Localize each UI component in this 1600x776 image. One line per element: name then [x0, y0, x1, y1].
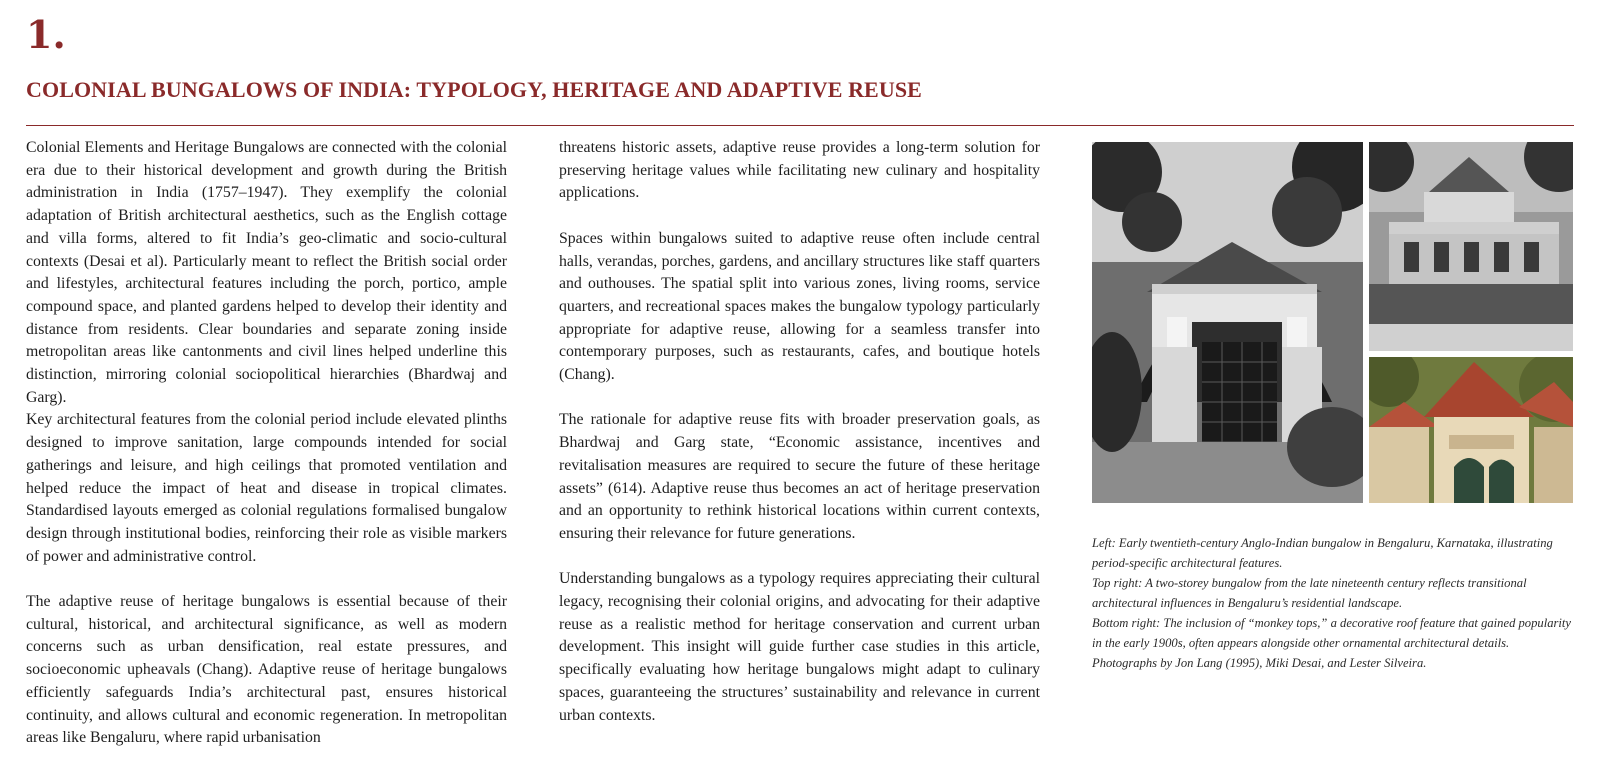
paragraph: The rationale for adaptive reuse fits with broader preservation goals, as Bhardwaj and Garg state, “Economic assistance, incentives and revitalisation measures are required to secure the future of these heritage assets” (614). Adaptive reuse thus becomes an act of heritage preservation and an opportunity to rethink historical locations within current contexts, ensuring their relevance for future generations. [559, 411, 1040, 542]
paragraph: Understanding bungalows as a typology requires appreciating their cultural legacy, recognising their colonial origins, and advocating for their adaptive reuse as a realistic method for heritage conservation and current urban development. This insight will guide further case studies in this article, specifically evaluating how heritage bungalows might adapt to culinary spaces, guaranteeing the structures’ sustainability and relevance in current urban contexts. [559, 570, 1040, 724]
paragraph: Spaces within bungalows suited to adaptive reuse often include central halls, verandas, porches, gardens, and ancillary structures like staff quarters and outhouses. The spatial split into various zones, living rooms, service quarters, and recreational spaces makes the bungalow typology particularly appropriate for adaptive reuse, allowing for a seamless transfer into contemporary purposes, such as restaurants, cafes, and boutique hotels (Chang). [559, 229, 1040, 384]
photo-collage [1092, 142, 1573, 503]
photo-left-bungalow-gate [1092, 142, 1363, 503]
paragraph: The adaptive reuse of heritage bungalows is essential because of their cultural, historical, and architectural significance, as well as modern concerns such as urban densification, real estate pressures, and socioeconomic upheavals (Chang). Adaptive reuse of heritage bungalows efficiently safeguards India’s architectural past, ensures historical continuity, and allows cultural and economic regeneration. In metropolitan areas like Bengaluru, where rapid urbanisation [26, 593, 507, 747]
caption-line: Top right: A two-storey bungalow from the late nineteenth century reflects transitional architectural influences in Bengaluru’s residential landscape. [1092, 576, 1527, 610]
body-column-left [26, 137, 507, 750]
paragraph: threatens historic assets, adaptive reuse provides a long-term solution for preserving heritage values while facilitating new culinary and hospitality applications. [559, 139, 1040, 202]
body-column-middle [559, 137, 1040, 727]
caption-line: Photographs by Jon Lang (1995), Miki Desai, and Lester Silveira. [1092, 656, 1427, 670]
title-divider [26, 125, 1574, 126]
page-title: COLONIAL BUNGALOWS OF INDIA: TYPOLOGY, HERITAGE AND ADAPTIVE REUSE [26, 77, 922, 102]
caption-line: Bottom right: The inclusion of “monkey tops,” a decorative roof feature that gained popularity in the early 1900s, often appears alongside other ornamental architectural details. [1092, 616, 1571, 650]
paragraph: Key architectural features from the colonial period include elevated plinths designed to improve sanitation, large compounds intended for social gatherings and leisure, and high ceilings that promoted ventilation and helped reduce the impact of heat and disease in tropical climates. Standardised layouts emerged as colonial regulations formalised bungalow design through institutional bodies, reinforcing their role as visible markers of power and administrative control. [26, 411, 507, 565]
figure-caption [1092, 533, 1574, 673]
chapter-number: 1. [26, 12, 66, 57]
caption-line: Left: Early twentieth-century Anglo-Indian bungalow in Bengaluru, Karnataka, illustrating period-specific architectural features. [1092, 536, 1553, 570]
photo-bottom-right-monkey-top [1369, 357, 1573, 503]
paragraph: Colonial Elements and Heritage Bungalows are connected with the colonial era due to their historical development and growth during the British administration in India (1757–1947). They exemplify the colonial adaptation of British architectural aesthetics, such as the English cottage and villa forms, altered to fit India’s geo-climatic and socio-cultural contexts (Desai et al). Particularly meant to reflect the British social order and lifestyles, architectural features including the porch, portico, ample compound space, and planted gardens helped to develop their identity and distance from residents. Clear boundaries and separate zoning inside metropolitan areas like cantonments and civil lines helped underline this distinction, mirroring colonial sociopolitical hierarchies (Bhardwaj and Garg). [26, 139, 507, 406]
photo-top-right-two-storey [1369, 142, 1573, 351]
